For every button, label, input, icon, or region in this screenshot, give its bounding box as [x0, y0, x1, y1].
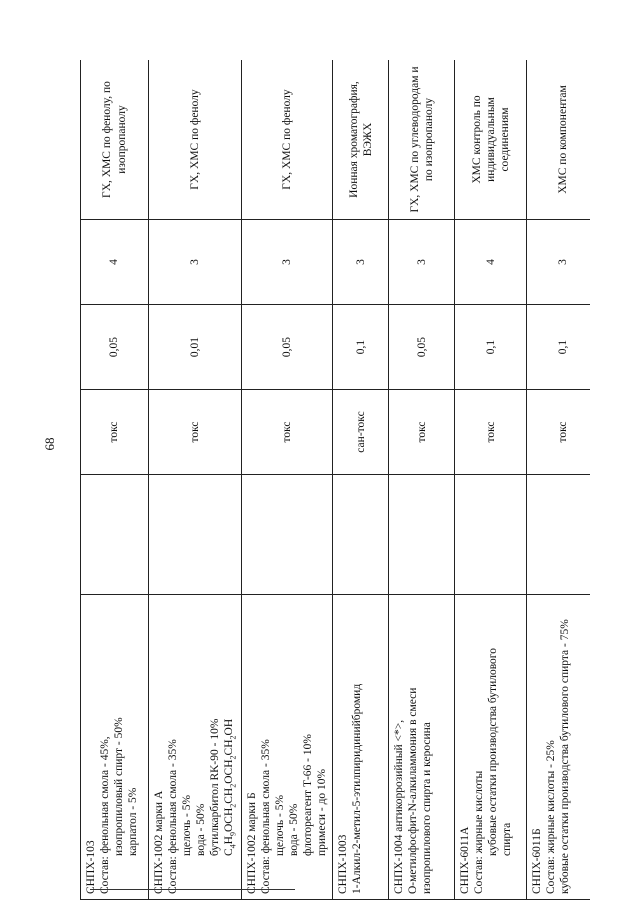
hazard-cell: токс [527, 390, 590, 475]
value-cell: 0,1 [333, 305, 389, 390]
reagent-name: СНПХ-6011Б [531, 828, 544, 894]
value-cell: 0,05 [389, 305, 455, 390]
composition-line: кубовые остатки производства бутилового [487, 648, 500, 856]
hazard-class-cell: 3 [149, 220, 242, 305]
footnote-rule [90, 889, 295, 890]
method-cell: ГХ, ХМС по фенолу, по изопропанолу [81, 60, 149, 220]
composition-cell [333, 595, 389, 900]
reagent-name: СНПХ-1002 марки Б [246, 792, 259, 894]
composition-line: примеси - до 10% [316, 768, 329, 856]
table-row [149, 60, 242, 900]
empty-cell [389, 475, 455, 595]
table-row [242, 60, 333, 900]
composition-line: 1-Алкил-2-метил-5-этилпиридинийбромид [351, 683, 364, 894]
composition-line: флотореагент Т-66 - 10% [302, 734, 315, 856]
empty-cell [455, 475, 527, 595]
method-cell: ГХ, ХМС по углеводородам и по изопропанолу [389, 60, 455, 220]
table-row [389, 60, 455, 900]
reagent-name: СНПХ-6011А [459, 826, 472, 894]
hazard-cell: токс [389, 390, 455, 475]
page-number: 68 [42, 437, 57, 451]
composition-line: щелочь - 5% [274, 794, 287, 856]
composition-line: Состав: фенольная смола - 45%, [99, 736, 112, 894]
hazard-cell: токс [242, 390, 333, 475]
reagents-table [80, 60, 590, 900]
table-row [527, 60, 590, 900]
table-row [81, 60, 149, 900]
composition-cell [81, 595, 149, 900]
value-cell: 0,05 [81, 305, 149, 390]
composition-cell [149, 595, 242, 900]
composition-line: О-метилфосфит-N-алкиламмония в смеси [407, 687, 420, 894]
value-cell: 0,1 [455, 305, 527, 390]
reagent-name: СНПХ-1004 антикоррозийный <*>, [393, 719, 406, 894]
hazard-class-cell: 3 [242, 220, 333, 305]
reagent-name: СНПХ-1003 [337, 834, 350, 894]
hazard-class-cell: 4 [455, 220, 527, 305]
composition-line: вода - 50% [195, 803, 208, 856]
composition-cell [389, 595, 455, 900]
value-cell: 0,05 [242, 305, 333, 390]
table-frame [80, 60, 590, 900]
hazard-cell: сан-токс [333, 390, 389, 475]
composition-line: изопропиловый спирт - 50% [113, 717, 126, 856]
hazard-class-cell: 3 [389, 220, 455, 305]
empty-cell [333, 475, 389, 595]
hazard-cell: токс [455, 390, 527, 475]
method-cell: ХМС по компонентам [527, 60, 590, 220]
reagent-name: СНПХ-1002 марки А [153, 790, 165, 894]
rotated-table-container [80, 60, 590, 900]
composition-cell [527, 595, 590, 900]
composition-line: кубовые остатки производства бутилового спирта - 75% [559, 619, 572, 894]
method-cell: ГХ, ХМС по фенолу [242, 60, 333, 220]
composition-line: Состав: фенольная смола - 35% [167, 739, 180, 894]
composition-line: Состав: фенольная смола - 35% [260, 739, 273, 894]
hazard-class-cell: 3 [527, 220, 590, 305]
empty-cell [242, 475, 333, 595]
table-body [81, 60, 591, 900]
composition-line: изопропилового спирта и керосина [421, 722, 434, 894]
empty-cell [149, 475, 242, 595]
composition-line: бутилкарбитол RK-90 - 10% [209, 718, 222, 856]
table-row [455, 60, 527, 900]
composition-line: щелочь - 5% [181, 794, 194, 856]
composition-cell [455, 595, 527, 900]
method-cell: ГХ, ХМС по фенолу [149, 60, 242, 220]
hazard-class-cell: 4 [81, 220, 149, 305]
hazard-cell: токс [149, 390, 242, 475]
composition-line: спирта [501, 822, 514, 856]
composition-line: вода - 50% [288, 803, 301, 856]
composition-line: карпатол - 5% [127, 787, 140, 856]
hazard-class-cell: 3 [333, 220, 389, 305]
hazard-cell: токс [81, 390, 149, 475]
value-cell: 0,1 [527, 305, 590, 390]
composition-cell [242, 595, 333, 900]
chemical-formula: $C_4H_9OCH_2CH_2OCH_2CH_2OH$ [223, 718, 238, 856]
composition-line: Состав: жирные кислоты [473, 770, 486, 894]
value-cell: 0,01 [149, 305, 242, 390]
reagent-name: СНПХ-103 [85, 840, 97, 894]
empty-cell [527, 475, 590, 595]
empty-cell [81, 475, 149, 595]
composition-line: Состав: жирные кислоты - 25% [545, 740, 558, 894]
method-cell: ХМС контроль по индивидуальным соединениям [455, 60, 527, 220]
method-cell: Ионная хроматография, ВЭЖХ [333, 60, 389, 220]
table-row [333, 60, 389, 900]
